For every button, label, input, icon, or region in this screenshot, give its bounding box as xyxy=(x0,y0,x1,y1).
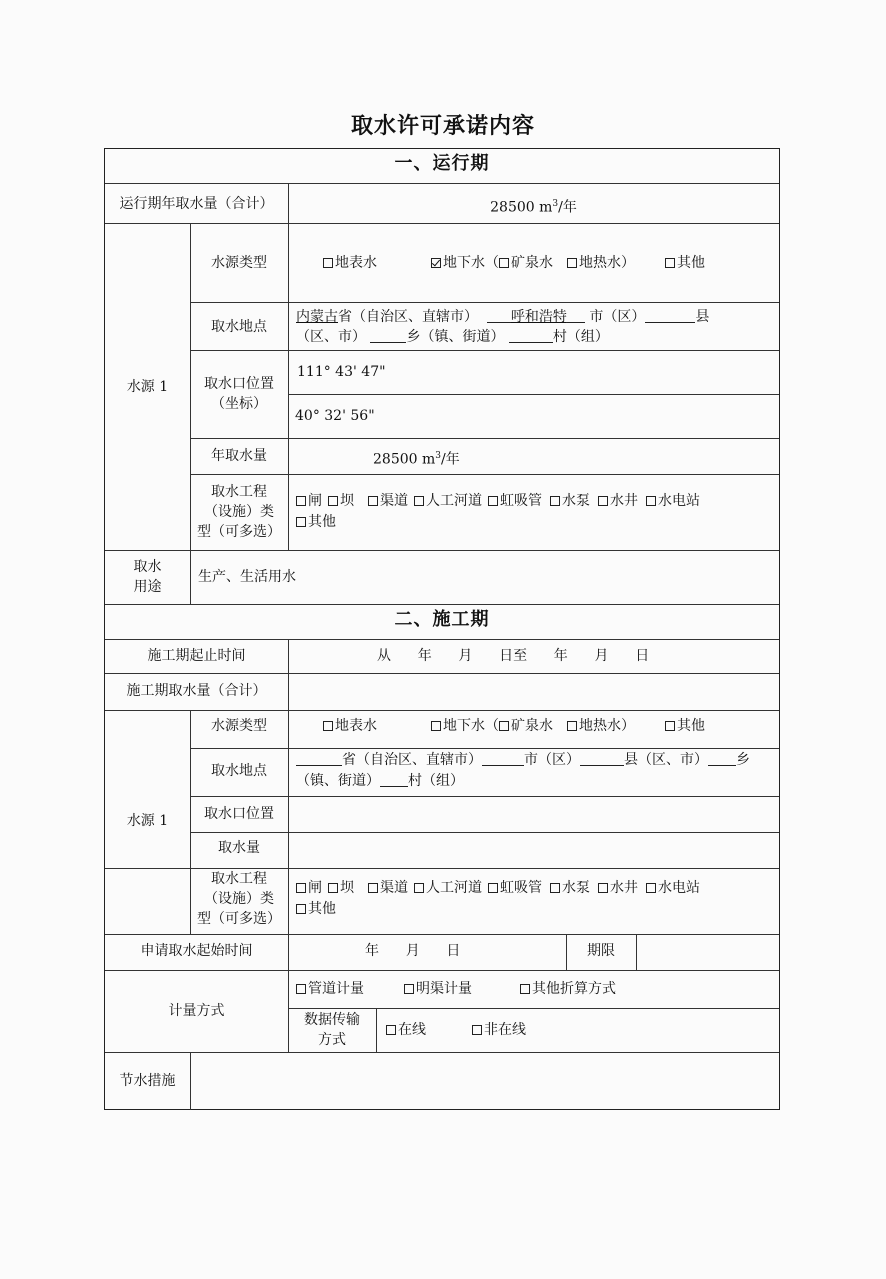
facility-canal[interactable]: 渠道 xyxy=(368,878,408,898)
facility-other[interactable]: 其他 xyxy=(296,899,336,919)
operation-type-surface[interactable]: 地表水 xyxy=(323,253,377,273)
operation-source-label: 水源 1 xyxy=(126,379,169,395)
transfer-options xyxy=(386,1020,540,1040)
checkbox-icon xyxy=(368,883,378,893)
checkbox-icon xyxy=(567,721,577,731)
operation-annual-value: 28500 $m^3/$年 xyxy=(373,451,460,468)
operation-facility-label-1: 取水工程 xyxy=(211,484,267,500)
construction-period-value: 从 年 月 日至 年 月 日 xyxy=(377,648,650,664)
checkbox-icon xyxy=(368,496,378,506)
operation-type-ground[interactable]: 地下水（ xyxy=(431,253,499,273)
operation-facility-label-3: 型（可多选） xyxy=(197,524,281,540)
apply-start-value: 年 月 日 xyxy=(365,943,461,959)
commitment-form xyxy=(104,148,780,1110)
operation-type-other[interactable]: 其他 xyxy=(665,253,705,273)
operation-type-geothermal[interactable]: 地热水） xyxy=(567,253,635,273)
operation-use-label-2: 用途 xyxy=(133,579,162,595)
meter-label: 计量方式 xyxy=(168,1003,225,1019)
operation-location-label: 取水地点 xyxy=(211,319,267,335)
construction-facility-options xyxy=(296,878,700,898)
apply-start-label: 申请取水起始时间 xyxy=(140,943,253,959)
facility-well[interactable]: 水井 xyxy=(598,491,638,511)
checkbox-icon xyxy=(488,883,498,893)
operation-location-line1: 内蒙古省（自治区、直辖市） 呼和浩特 市（区） 县 xyxy=(296,309,710,325)
checkbox-icon xyxy=(323,258,333,268)
checkbox-icon xyxy=(665,721,675,731)
construction-type-label: 水源类型 xyxy=(211,718,267,734)
operation-type-label: 水源类型 xyxy=(211,255,267,271)
construction-position-label: 取水口位置 xyxy=(204,806,274,822)
checked-checkbox-icon xyxy=(431,258,441,268)
operation-facility-options xyxy=(296,491,700,511)
transfer-online[interactable]: 在线 xyxy=(386,1020,426,1040)
facility-dam[interactable]: 坝 xyxy=(328,491,354,511)
checkbox-icon xyxy=(296,904,306,914)
facility-canal[interactable]: 渠道 xyxy=(368,491,408,511)
checkbox-icon xyxy=(520,984,530,994)
checkbox-icon xyxy=(296,984,306,994)
checkbox-icon xyxy=(296,517,306,527)
construction-type-ground[interactable]: 地下水（ xyxy=(431,716,499,736)
construction-source-label: 水源 1 xyxy=(126,813,169,829)
construction-type-geothermal[interactable]: 地热水） xyxy=(567,716,635,736)
operation-section-title: 一、运行期 xyxy=(394,153,490,174)
construction-facility-label-3: 型（可多选） xyxy=(197,911,281,927)
construction-qty-label: 取水量 xyxy=(218,840,260,856)
checkbox-icon xyxy=(404,984,414,994)
facility-siphon[interactable]: 虹吸管 xyxy=(488,491,542,511)
checkbox-icon xyxy=(431,721,441,731)
checkbox-icon xyxy=(488,496,498,506)
checkbox-icon xyxy=(414,496,424,506)
operation-latitude: 40° 32' 56" xyxy=(295,408,375,424)
checkbox-icon xyxy=(499,258,509,268)
meter-pipe[interactable]: 管道计量 xyxy=(296,979,364,999)
checkbox-icon xyxy=(598,883,608,893)
operation-total-value: 28500 $m^3/$年 xyxy=(490,199,577,216)
facility-other[interactable]: 其他 xyxy=(296,512,336,532)
construction-type-mineral[interactable]: 矿泉水 xyxy=(499,716,553,736)
facility-artificial-river[interactable]: 人工河道 xyxy=(414,491,482,511)
page-title: 取水许可承诺内容 xyxy=(350,113,535,139)
construction-period-label: 施工期起止时间 xyxy=(147,648,246,664)
checkbox-icon xyxy=(646,883,656,893)
construction-facility-label-1: 取水工程 xyxy=(211,871,267,887)
facility-siphon[interactable]: 虹吸管 xyxy=(488,878,542,898)
operation-type-options xyxy=(323,253,719,273)
checkbox-icon xyxy=(598,496,608,506)
checkbox-icon xyxy=(323,721,333,731)
transfer-label-1: 数据传输 xyxy=(304,1012,360,1028)
operation-position-label-2: （坐标） xyxy=(211,396,267,412)
checkbox-icon xyxy=(386,1025,396,1035)
operation-use-value: 生产、生活用水 xyxy=(198,569,296,585)
facility-hydropower[interactable]: 水电站 xyxy=(646,491,700,511)
checkbox-icon xyxy=(472,1025,482,1035)
operation-position-label-1: 取水口位置 xyxy=(204,376,274,392)
operation-location-line2: （区、市） 乡（镇、街道） 村（组） xyxy=(296,329,609,345)
checkbox-icon xyxy=(328,496,338,506)
construction-type-surface[interactable]: 地表水 xyxy=(323,716,377,736)
checkbox-icon xyxy=(550,496,560,506)
water-saving-label: 节水措施 xyxy=(119,1073,176,1089)
meter-open-channel[interactable]: 明渠计量 xyxy=(404,979,472,999)
facility-pump[interactable]: 水泵 xyxy=(550,878,590,898)
checkbox-icon xyxy=(550,883,560,893)
transfer-label-2: 方式 xyxy=(318,1032,346,1048)
operation-longitude: 111° 43' 47" xyxy=(297,364,386,380)
meter-other[interactable]: 其他折算方式 xyxy=(520,979,616,999)
transfer-offline[interactable]: 非在线 xyxy=(472,1020,526,1040)
facility-dam[interactable]: 坝 xyxy=(328,878,354,898)
construction-section-title: 二、施工期 xyxy=(394,609,490,630)
construction-total-label: 施工期取水量（合计） xyxy=(126,683,267,699)
construction-location-label: 取水地点 xyxy=(211,763,267,779)
construction-type-options xyxy=(323,716,719,736)
operation-use-label-1: 取水 xyxy=(133,559,162,575)
facility-artificial-river[interactable]: 人工河道 xyxy=(414,878,482,898)
facility-hydropower[interactable]: 水电站 xyxy=(646,878,700,898)
facility-pump[interactable]: 水泵 xyxy=(550,491,590,511)
operation-type-mineral[interactable]: 矿泉水 xyxy=(499,253,553,273)
checkbox-icon xyxy=(296,496,306,506)
checkbox-icon xyxy=(296,883,306,893)
apply-term-label: 期限 xyxy=(587,943,615,959)
construction-type-other[interactable]: 其他 xyxy=(665,716,705,736)
checkbox-icon xyxy=(665,258,675,268)
checkbox-icon xyxy=(414,883,424,893)
construction-location-line2: （镇、街道） 村（组） xyxy=(296,773,464,789)
checkbox-icon xyxy=(567,258,577,268)
checkbox-icon xyxy=(499,721,509,731)
meter-options xyxy=(296,979,630,999)
operation-annual-label: 年取水量 xyxy=(211,448,267,464)
facility-well[interactable]: 水井 xyxy=(598,878,638,898)
facility-gate[interactable]: 闸 xyxy=(296,878,322,898)
facility-gate[interactable]: 闸 xyxy=(296,491,322,511)
checkbox-icon xyxy=(646,496,656,506)
construction-location-line1: 省（自治区、直辖市） 市（区） 县（区、市） 乡 xyxy=(296,750,750,770)
construction-facility-label-2: （设施）类 xyxy=(204,891,274,907)
operation-facility-label-2: （设施）类 xyxy=(204,504,274,520)
checkbox-icon xyxy=(328,883,338,893)
operation-total-label: 运行期年取水量（合计） xyxy=(119,196,274,212)
